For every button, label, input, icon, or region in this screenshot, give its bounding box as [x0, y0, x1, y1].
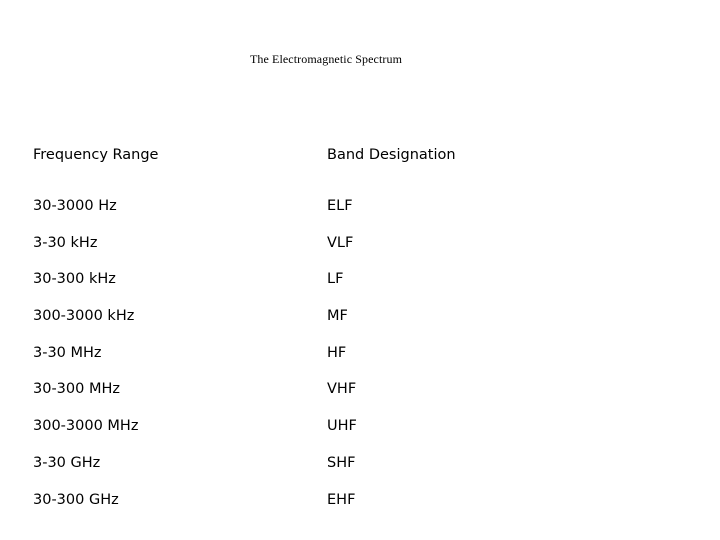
header-frequency-range: Frequency Range	[33, 147, 159, 163]
frequency-range-cell: 300-3000 kHz	[33, 308, 135, 325]
table-row	[33, 343, 693, 380]
frequency-range-cell: 30-3000 Hz	[33, 198, 117, 214]
header-band-designation: Band Designation	[327, 147, 456, 163]
frequency-range-cell: 3-30 MHz	[33, 344, 102, 361]
frequency-range-cell: 30-300 GHz	[33, 491, 119, 508]
table-row	[33, 379, 693, 416]
table-row	[33, 453, 693, 490]
band-designation-cell: UHF	[327, 418, 357, 435]
band-designation-cell: EHF	[327, 491, 356, 508]
table-row	[33, 490, 693, 527]
table-row	[33, 196, 693, 233]
band-designation-cell: ELF	[327, 198, 353, 214]
band-designation-cell: VLF	[327, 234, 354, 251]
band-designation-cell: VHF	[327, 381, 357, 398]
table-row	[33, 416, 693, 453]
table-header-row	[33, 145, 693, 196]
frequency-range-cell: 30-300 MHz	[33, 381, 120, 398]
table-row	[33, 269, 693, 306]
band-designation-cell: LF	[327, 271, 344, 288]
page-title: The Electromagnetic Spectrum	[249, 52, 403, 66]
band-designation-cell: SHF	[327, 454, 356, 471]
frequency-range-cell: 3-30 GHz	[33, 454, 101, 471]
frequency-range-cell: 300-3000 MHz	[33, 418, 139, 435]
band-designation-cell: MF	[327, 308, 348, 325]
frequency-range-cell: 3-30 kHz	[33, 234, 98, 251]
table-row	[33, 306, 693, 343]
spectrum-table	[33, 145, 693, 526]
table-row	[33, 233, 693, 270]
frequency-range-cell: 30-300 kHz	[33, 271, 116, 288]
band-designation-cell: HF	[327, 344, 347, 361]
